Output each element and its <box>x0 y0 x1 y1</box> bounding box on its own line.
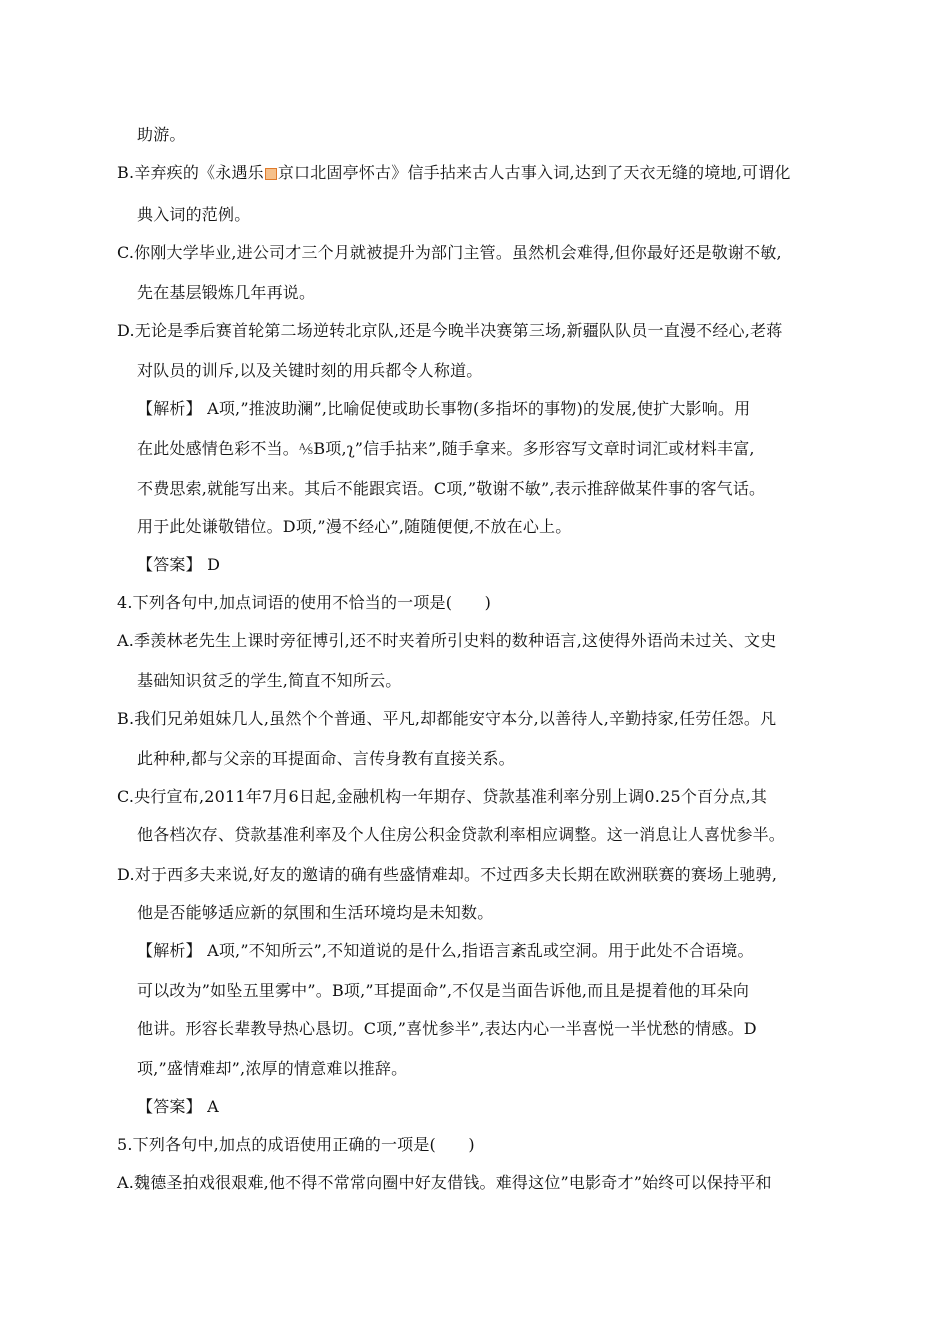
text-segment: B.辛弃疾的《永遇乐 <box>117 163 264 182</box>
question-line: 4.下列各句中,加点词语的使用不恰当的一项是( ) <box>117 593 492 612</box>
stray-glyph: ⅍ <box>299 439 314 458</box>
text-line <box>117 162 791 184</box>
text-line: 对队员的训斥,以及关键时刻的用兵都令人称道。 <box>137 361 483 380</box>
text-line: A.季羡林老先生上课时旁征博引,还不时夹着所引史料的数种语言,这使得外语尚未过关、文史 <box>117 631 777 650</box>
text-line: 基础知识贫乏的学生,简直不知所云。 <box>137 671 402 690</box>
question-line: 5.下列各句中,加点的成语使用正确的一项是( ) <box>117 1135 475 1154</box>
text-line: 典入词的范例。 <box>137 205 251 224</box>
text-line: 先在基层锻炼几年再说。 <box>137 283 316 302</box>
analysis-line: 他讲。形容长辈教导热心恳切。C项,”喜忧参半”,表达内心一半喜悦一半忧愁的情感。D <box>137 1019 757 1038</box>
text-line: D.无论是季后赛首轮第二场逆转北京队,还是今晚半决赛第三场,新疆队队员一直漫不经心,老蒋 <box>117 321 783 340</box>
analysis-line: 【解析】 A项,”不知所云”,不知道说的是什么,指语言紊乱或空洞。用于此处不合语境。 <box>137 941 754 960</box>
text-line: 此种种,都与父亲的耳提面命、言传身教有直接关系。 <box>137 749 515 768</box>
text-line: 他各档次存、贷款基准利率及个人住房公积金贷款利率相应调整。这一消息让人喜忧参半。 <box>137 825 786 844</box>
stamp-mark-icon <box>265 168 277 180</box>
text-line: 他是否能够适应新的氛围和生活环境均是未知数。 <box>137 903 494 922</box>
analysis-line: 不费思索,就能写出来。其后不能跟宾语。C项,”敬谢不敏”,表示推辞做某件事的客气话。 <box>137 479 766 498</box>
text-line: B.我们兄弟姐妹几人,虽然个个普通、平凡,却都能安守本分,以善待人,辛勤持家,任劳任怨。凡 <box>117 709 777 728</box>
text-segment: 在此处感情色彩不当。 <box>137 439 300 458</box>
analysis-line: 可以改为”如坠五里雾中”。B项,”耳提面命”,不仅是当面告诉他,而且是提着他的耳朵向 <box>137 981 750 1000</box>
analysis-line: 项,”盛情难却”,浓厚的情意难以推辞。 <box>137 1059 408 1078</box>
analysis-line: 用于此处谦敬错位。D项,”漫不经心”,随随便便,不放在心上。 <box>137 517 572 536</box>
text-line: 助游。 <box>137 125 186 144</box>
analysis-line: 【解析】 A项,”推波助澜”,比喻促使或助长事物(多指坏的事物)的发展,使扩大影响。用 <box>137 399 751 418</box>
text-segment: 京口北固亭怀古》信手拈来古人古事入词,达到了天衣无缝的境地,可谓化 <box>277 163 791 182</box>
answer-line: 【答案】 D <box>137 555 221 574</box>
text-line: A.魏德圣拍戏很艰难,他不得不常常向圈中好友借钱。难得这位”电影奇才”始终可以保持平和 <box>117 1173 772 1192</box>
text-line: C.央行宣布,2011年7月6日起,金融机构一年期存、贷款基准利率分别上调0.25个百分点,其 <box>117 787 768 806</box>
answer-line: 【答案】 A <box>137 1097 219 1116</box>
analysis-line <box>137 438 755 460</box>
text-line: D.对于西多夫来说,好友的邀请的确有些盛情难却。不过西多夫长期在欧洲联赛的赛场上驰骋, <box>117 865 778 884</box>
text-line: C.你刚大学毕业,进公司才三个月就被提升为部门主管。虽然机会难得,但你最好还是敬谢不敏, <box>117 243 782 262</box>
text-segment: B项,ʅ”信手拈来”,随手拿来。多形容写文章时词汇或材料丰富, <box>313 439 755 458</box>
